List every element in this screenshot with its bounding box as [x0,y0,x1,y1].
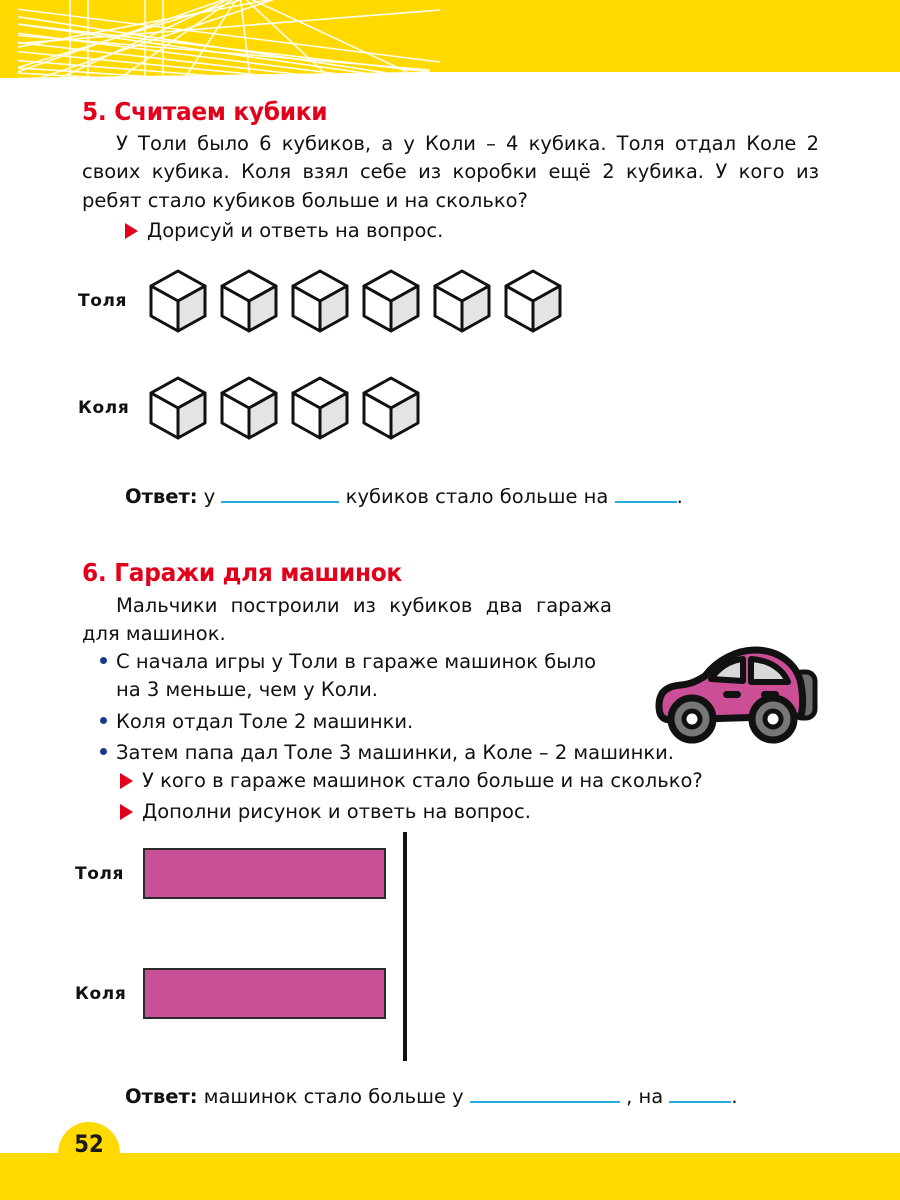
cube-icon[interactable] [148,375,208,441]
task-5-title: 5. Считаем кубики [82,97,328,126]
cube-icon[interactable] [148,268,208,334]
cube-icon[interactable] [219,268,279,334]
cube-group-tolya[interactable] [148,268,563,334]
red-triangle-icon [120,804,133,820]
task-5-answer-blank-who[interactable] [221,484,339,503]
bar-diagram-axis-line [403,832,407,1061]
task-6-instruction-text: Дополни рисунок и ответь на вопрос. [142,800,531,823]
cube-icon[interactable] [290,375,350,441]
cube-icon[interactable] [361,375,421,441]
task-6-question-text: У кого в гараже машинок стало больше и на сколько? [142,769,703,792]
bar-group-tolya [75,848,386,899]
task-5-answer-part1: у [197,485,222,508]
task-6-answer-blank-amount[interactable] [669,1084,731,1103]
task-6-bar-diagram [75,830,495,1075]
page-number: 52 [74,1130,104,1158]
task-6-paragraph: Мальчики построили из кубиков два гаража для машинок. [82,594,612,646]
bar-kolya[interactable] [143,968,386,1019]
task-6-bullet-3-text: Затем папа дал Толе 3 машинки, а Коле – 2 машинки. [116,741,674,764]
task-6-question-row [120,769,703,792]
cube-icon[interactable] [503,268,563,334]
cube-row-label-kolya: Коля [78,398,130,418]
blue-bullet-icon [100,748,107,755]
task-6-answer-part3: . [731,1085,738,1108]
cube-row-label-tolya: Толя [78,291,128,311]
bar-tolya[interactable] [143,848,386,899]
cube-row-kolya [78,375,421,441]
cube-icon[interactable] [219,375,279,441]
task-6-answer-blank-who[interactable] [470,1084,620,1103]
blue-bullet-icon [100,657,107,664]
red-triangle-icon [120,773,133,789]
task-5-paragraph: У Толи было 6 кубиков, а у Коли – 4 кубика. Толя отдал Коле 2 своих кубика. Коля взял себе из коробки ещё 2 кубика. У кого из ребят стало кубиков больше и на сколько? [82,132,819,212]
cube-icon[interactable] [432,268,492,334]
cube-group-kolya[interactable] [148,375,421,441]
red-triangle-icon [125,223,138,239]
bar-label-tolya: Толя [75,863,125,884]
bar-group-kolya [75,968,386,1019]
blue-bullet-icon [100,717,107,724]
task-6-answer-part1: машинок стало больше у [197,1085,470,1108]
task-6-answer-label: Ответ: [125,1085,198,1108]
task-6-answer-row[interactable] [125,1084,738,1108]
task-6-instruction-row [120,800,531,823]
header-decoration-band [0,0,900,78]
task-5-answer-part3: . [676,485,683,508]
task-6-bullet-2-text: Коля отдал Толе 2 машинки. [116,710,414,733]
task-6-answer-part2: , на [619,1085,670,1108]
left-yellow-edge-strip [0,0,18,78]
task-5-answer-blank-amount[interactable] [615,484,677,503]
task-5-answer-part2: кубиков стало больше на [339,485,615,508]
task-5-instruction-row [125,219,443,242]
footer-yellow-bar [0,1153,900,1200]
task-5-instruction-text: Дорисуй и ответь на вопрос. [147,219,444,242]
task-5-answer-row[interactable] [125,484,683,508]
cube-icon[interactable] [361,268,421,334]
task-6-title: 6. Гаражи для машинок [82,558,402,587]
bar-label-kolya: Коля [75,983,127,1004]
task-6-bullet-1-text: С начала игры у Толи в гараже машинок было на 3 меньше, чем у Коли. [116,650,597,702]
pink-car-illustration [645,636,835,750]
cube-icon[interactable] [290,268,350,334]
worksheet-page [0,78,900,1130]
cube-row-tolya [78,268,563,334]
task-5-answer-label: Ответ: [125,485,198,508]
task-6-bullet-1 [100,648,620,705]
